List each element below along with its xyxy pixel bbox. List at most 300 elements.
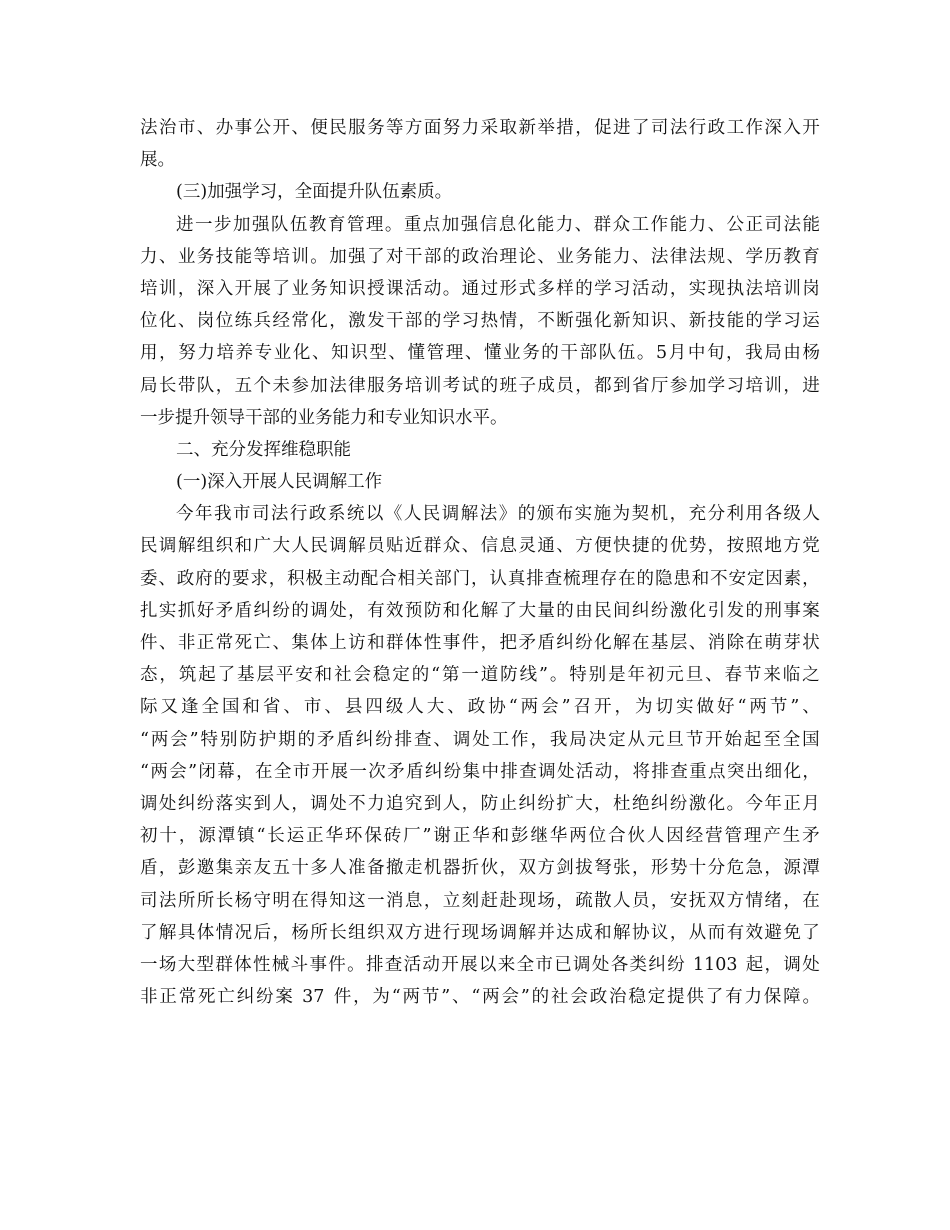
glyph: 展 bbox=[330, 761, 349, 782]
glyph: 纷 bbox=[443, 761, 462, 782]
glyph: 和 bbox=[367, 633, 385, 653]
glyph: ， bbox=[707, 536, 726, 557]
paragraph-line bbox=[140, 949, 820, 981]
glyph: 习 bbox=[259, 182, 278, 203]
glyph: 华 bbox=[325, 826, 344, 847]
glyph: 赴 bbox=[499, 890, 518, 911]
glyph: 服 bbox=[367, 375, 385, 396]
glyph: 和 bbox=[367, 407, 385, 428]
glyph: 不 bbox=[537, 311, 555, 332]
glyph: 把 bbox=[499, 633, 518, 653]
glyph: 华 bbox=[549, 826, 568, 847]
glyph: 实 bbox=[234, 793, 253, 814]
glyph: 化 bbox=[783, 761, 802, 782]
glyph: 召 bbox=[573, 697, 592, 718]
glyph: 撤 bbox=[385, 858, 404, 879]
glyph: 器 bbox=[442, 858, 461, 879]
glyph: 成 bbox=[575, 922, 593, 943]
glyph: 一 bbox=[140, 954, 158, 975]
glyph: 政 bbox=[707, 118, 726, 138]
glyph: 理 bbox=[445, 343, 464, 364]
glyph: 纷 bbox=[537, 793, 555, 814]
glyph: ， bbox=[802, 761, 820, 782]
glyph: ” bbox=[790, 697, 800, 718]
glyph: 层 bbox=[669, 633, 688, 653]
glyph: 势 bbox=[688, 536, 707, 557]
glyph: 量 bbox=[537, 600, 555, 621]
paragraph-line bbox=[140, 498, 820, 530]
glyph: 扩 bbox=[556, 793, 574, 814]
glyph: ， bbox=[669, 278, 688, 299]
paragraph-line bbox=[140, 756, 820, 788]
glyph: 解 bbox=[348, 536, 366, 557]
glyph: 刻 bbox=[461, 890, 480, 911]
glyph: 一 bbox=[140, 407, 158, 428]
glyph: ， bbox=[272, 922, 290, 943]
paragraph-line bbox=[140, 724, 820, 756]
glyph: 两 bbox=[520, 697, 539, 718]
glyph: 现 bbox=[518, 890, 536, 911]
glyph: 个 bbox=[253, 375, 272, 396]
glyph: 死 bbox=[198, 987, 216, 1008]
glyph: 中 bbox=[481, 761, 500, 782]
glyph: 激 bbox=[669, 600, 688, 621]
glyph: 始 bbox=[724, 729, 742, 750]
glyph: ， bbox=[669, 504, 688, 525]
glyph: 识 bbox=[437, 407, 455, 428]
glyph: 防 bbox=[500, 665, 518, 686]
glyph: 人 bbox=[329, 858, 347, 879]
glyph: 得 bbox=[310, 890, 328, 911]
glyph: 解 bbox=[613, 633, 631, 653]
glyph: 社 bbox=[334, 665, 352, 686]
glyph: 37 bbox=[302, 987, 325, 1008]
glyph: 学 bbox=[707, 375, 726, 396]
glyph: 解 bbox=[158, 922, 177, 943]
glyph: 法 bbox=[688, 246, 707, 267]
glyph: 盾 bbox=[234, 600, 253, 621]
glyph: 究 bbox=[404, 793, 423, 814]
glyph: ， bbox=[499, 858, 518, 879]
glyph: 中 bbox=[687, 343, 706, 364]
paragraph-line bbox=[140, 112, 820, 144]
glyph: 。 bbox=[384, 214, 403, 235]
glyph: 子 bbox=[518, 375, 536, 396]
glyph: ( bbox=[176, 182, 183, 203]
glyph: 关 bbox=[415, 568, 434, 589]
glyph: 的 bbox=[650, 536, 669, 557]
glyph: 开 bbox=[311, 761, 330, 782]
glyph: 广 bbox=[253, 536, 272, 557]
glyph: 颁 bbox=[536, 504, 555, 525]
glyph: 强 bbox=[224, 182, 243, 203]
glyph: 安 bbox=[728, 568, 746, 589]
glyph: 。 bbox=[347, 954, 365, 975]
paragraph-line bbox=[140, 402, 820, 434]
glyph: 细 bbox=[764, 761, 783, 782]
glyph: 月 bbox=[668, 343, 687, 364]
glyph: 信 bbox=[479, 214, 498, 235]
glyph: 纠 bbox=[648, 954, 666, 975]
section-heading bbox=[140, 176, 820, 208]
glyph: 定 bbox=[647, 987, 666, 1008]
glyph: 开 bbox=[594, 697, 612, 718]
glyph: 业 bbox=[297, 407, 315, 428]
paragraph-line bbox=[140, 370, 820, 402]
glyph: 杨 bbox=[802, 343, 820, 364]
glyph: 真 bbox=[507, 568, 526, 589]
glyph: 素 bbox=[783, 568, 802, 589]
glyph: 体 bbox=[404, 633, 423, 653]
glyph: 做 bbox=[696, 697, 714, 718]
glyph: 育 bbox=[327, 214, 346, 235]
glyph: 化 bbox=[594, 633, 612, 653]
glyph: 处 bbox=[329, 793, 347, 814]
glyph: 现 bbox=[707, 278, 726, 299]
glyph: 认 bbox=[489, 568, 507, 589]
glyph: ， bbox=[575, 375, 593, 396]
glyph: 起 bbox=[745, 954, 764, 975]
glyph: 业 bbox=[291, 278, 309, 299]
glyph: 一 bbox=[349, 761, 367, 782]
glyph: 业 bbox=[503, 343, 521, 364]
glyph: 纠 bbox=[236, 987, 255, 1008]
glyph: 教 bbox=[783, 246, 801, 267]
glyph: 法 bbox=[650, 246, 669, 267]
glyph: 。 bbox=[549, 665, 568, 686]
glyph: 发 bbox=[367, 311, 385, 332]
glyph: 到 bbox=[613, 375, 631, 396]
glyph: 调 bbox=[310, 793, 328, 814]
glyph: ， bbox=[159, 343, 177, 364]
glyph: 备 bbox=[367, 858, 385, 879]
glyph: 突 bbox=[726, 761, 745, 782]
glyph: 法 bbox=[270, 504, 289, 525]
glyph: 动 bbox=[423, 278, 442, 299]
glyph: 力 bbox=[744, 987, 762, 1008]
glyph: 件 bbox=[461, 633, 480, 653]
glyph: 状 bbox=[802, 633, 820, 653]
glyph: 人 bbox=[291, 536, 309, 557]
glyph: 达 bbox=[556, 922, 574, 943]
glyph: 伍 bbox=[289, 214, 308, 235]
glyph: 地 bbox=[764, 536, 782, 557]
glyph: 年 bbox=[194, 504, 213, 525]
glyph: 赶 bbox=[480, 890, 499, 911]
glyph: 和 bbox=[242, 697, 260, 718]
glyph: 所 bbox=[177, 890, 196, 911]
glyph: 、 bbox=[291, 118, 309, 138]
glyph: 潭 bbox=[217, 826, 236, 847]
glyph: 营 bbox=[705, 826, 723, 847]
glyph: 十 bbox=[159, 826, 177, 847]
glyph: 伙 bbox=[627, 826, 645, 847]
glyph: 公 bbox=[726, 214, 745, 235]
glyph: 开 bbox=[272, 118, 290, 138]
glyph: 起 bbox=[198, 665, 216, 686]
glyph: 纠 bbox=[518, 793, 536, 814]
glyph: 合 bbox=[379, 568, 397, 589]
glyph: 、 bbox=[158, 633, 177, 653]
glyph: 点 bbox=[422, 214, 441, 235]
glyph: 免 bbox=[783, 922, 801, 943]
glyph: 按 bbox=[726, 536, 745, 557]
glyph: 课 bbox=[385, 278, 404, 299]
glyph: 展 bbox=[253, 278, 272, 299]
glyph: ， bbox=[461, 793, 480, 814]
glyph: 萌 bbox=[764, 633, 782, 653]
glyph: 现 bbox=[461, 922, 480, 943]
glyph: 场 bbox=[480, 922, 499, 943]
glyph: 步 bbox=[157, 407, 175, 428]
glyph: 带 bbox=[177, 375, 196, 396]
glyph: ， bbox=[518, 311, 536, 332]
glyph: 发 bbox=[246, 439, 264, 460]
glyph: 业 bbox=[556, 246, 574, 267]
glyph: 定 bbox=[392, 665, 410, 686]
glyph: 障 bbox=[783, 987, 801, 1008]
glyph: 长 bbox=[329, 922, 347, 943]
glyph: 化 bbox=[517, 214, 536, 235]
glyph: 经 bbox=[272, 311, 290, 332]
glyph: 案 bbox=[802, 600, 820, 621]
glyph: 法 bbox=[669, 118, 688, 138]
glyph: ” bbox=[189, 729, 199, 750]
glyph: 、 bbox=[452, 987, 470, 1008]
glyph: 充 bbox=[211, 439, 229, 460]
glyph: 1103 bbox=[692, 954, 738, 975]
glyph: 情 bbox=[499, 311, 518, 332]
glyph: 训 bbox=[764, 375, 782, 396]
glyph: 全 bbox=[201, 697, 219, 718]
glyph: 新 bbox=[518, 118, 536, 138]
paragraph-line bbox=[140, 917, 820, 949]
glyph: 从 bbox=[688, 922, 707, 943]
glyph: 热 bbox=[480, 311, 499, 332]
glyph: 形 bbox=[499, 278, 518, 299]
glyph: 抚 bbox=[688, 890, 707, 911]
glyph: 位 bbox=[215, 311, 234, 332]
glyph: 。 bbox=[490, 407, 508, 428]
glyph: 升 bbox=[347, 182, 365, 203]
glyph: 隐 bbox=[654, 568, 673, 589]
glyph: ， bbox=[650, 890, 669, 911]
glyph: 集 bbox=[215, 858, 234, 879]
glyph: 会 bbox=[170, 729, 188, 750]
glyph: 业 bbox=[402, 407, 420, 428]
glyph: 用 bbox=[140, 343, 158, 364]
glyph: 体 bbox=[310, 633, 328, 653]
glyph: 习 bbox=[613, 278, 631, 299]
glyph: ， bbox=[631, 858, 650, 879]
glyph: 捷 bbox=[631, 536, 650, 557]
glyph: 双 bbox=[385, 922, 404, 943]
glyph: 排 bbox=[500, 761, 518, 782]
glyph: 职 bbox=[316, 439, 334, 460]
glyph: ， bbox=[348, 600, 366, 621]
glyph: 、 bbox=[196, 118, 215, 138]
glyph: 民 bbox=[594, 600, 612, 621]
glyph: 入 bbox=[215, 278, 234, 299]
glyph: 论 bbox=[518, 246, 536, 267]
glyph: 事 bbox=[309, 954, 327, 975]
glyph: 大 bbox=[177, 954, 196, 975]
glyph: 和 bbox=[691, 568, 710, 589]
glyph: 能 bbox=[594, 246, 612, 267]
glyph: 事 bbox=[234, 118, 253, 138]
glyph: 查 bbox=[544, 568, 563, 589]
glyph: ， bbox=[556, 890, 574, 911]
glyph: 群 bbox=[423, 536, 442, 557]
glyph: 全 bbox=[273, 761, 292, 782]
glyph: 面 bbox=[423, 118, 442, 138]
glyph: ” bbox=[538, 665, 548, 686]
paragraph-line bbox=[140, 852, 820, 884]
glyph: 两 bbox=[402, 987, 421, 1008]
glyph: 政 bbox=[467, 697, 486, 718]
glyph: 维 bbox=[281, 439, 299, 460]
glyph: 预 bbox=[404, 600, 423, 621]
glyph: 两 bbox=[569, 826, 587, 847]
glyph: 出 bbox=[745, 761, 764, 782]
glyph: 盾 bbox=[537, 633, 555, 653]
glyph: 利 bbox=[726, 504, 745, 525]
glyph: 、 bbox=[283, 697, 301, 718]
glyph: ， bbox=[277, 182, 295, 203]
glyph: 纷 bbox=[575, 633, 593, 653]
glyph: 门 bbox=[452, 568, 471, 589]
glyph: 情 bbox=[215, 922, 234, 943]
glyph: 民 bbox=[310, 536, 328, 557]
glyph: 培 bbox=[140, 278, 158, 299]
glyph: 水 bbox=[455, 407, 473, 428]
paragraph-line bbox=[140, 885, 820, 917]
glyph: 理 bbox=[743, 826, 762, 847]
glyph: 并 bbox=[537, 922, 555, 943]
glyph: 部 bbox=[262, 407, 280, 428]
glyph: 安 bbox=[669, 890, 688, 911]
glyph: 长 bbox=[267, 826, 285, 847]
glyph: 政 bbox=[461, 246, 480, 267]
glyph: 教 bbox=[308, 214, 327, 235]
glyph: 和 bbox=[594, 922, 612, 943]
glyph: 协 bbox=[631, 922, 650, 943]
glyph: 分 bbox=[228, 439, 246, 460]
glyph: 省 bbox=[631, 375, 650, 396]
glyph: 平 bbox=[275, 665, 294, 686]
glyph: 幕 bbox=[217, 761, 235, 782]
glyph: 群 bbox=[385, 633, 404, 653]
glyph: 潭 bbox=[802, 858, 820, 879]
paragraph-line bbox=[140, 595, 820, 627]
glyph: 到 bbox=[423, 793, 442, 814]
glyph: 件 bbox=[140, 633, 158, 653]
glyph: 所 bbox=[310, 922, 328, 943]
glyph: 理 bbox=[499, 246, 518, 267]
glyph: 纠 bbox=[631, 600, 650, 621]
glyph: 学 bbox=[442, 311, 461, 332]
glyph: 闭 bbox=[198, 761, 216, 782]
glyph: 队 bbox=[196, 375, 215, 396]
glyph: 务 bbox=[575, 246, 593, 267]
glyph: 执 bbox=[726, 278, 745, 299]
glyph: 的 bbox=[213, 568, 232, 589]
glyph: 知 bbox=[631, 311, 650, 332]
glyph: 际 bbox=[140, 697, 158, 718]
glyph: 至 bbox=[763, 729, 781, 750]
glyph: ， bbox=[178, 826, 197, 847]
glyph: 解 bbox=[177, 536, 196, 557]
glyph: 散 bbox=[594, 890, 612, 911]
glyph: 明 bbox=[272, 890, 290, 911]
glyph: 》 bbox=[498, 504, 517, 525]
glyph: 形 bbox=[650, 858, 669, 879]
glyph: 件 bbox=[333, 987, 352, 1008]
glyph: 促 bbox=[594, 118, 612, 138]
glyph: 分 bbox=[707, 858, 726, 879]
glyph: 、 bbox=[802, 697, 820, 718]
glyph: 长 bbox=[158, 375, 177, 396]
glyph: 为 bbox=[635, 697, 653, 718]
glyph: 民 bbox=[422, 504, 441, 525]
glyph: 集 bbox=[462, 761, 481, 782]
glyph: 在 bbox=[618, 568, 636, 589]
glyph: 系 bbox=[327, 504, 346, 525]
glyph: 追 bbox=[385, 793, 404, 814]
glyph: 、 bbox=[688, 633, 707, 653]
glyph: 起 bbox=[743, 729, 762, 750]
glyph: 位 bbox=[588, 826, 607, 847]
glyph: “ bbox=[256, 826, 266, 847]
glyph: 施 bbox=[593, 504, 612, 525]
glyph: 特 bbox=[569, 665, 587, 686]
glyph: 的 bbox=[531, 987, 550, 1008]
glyph: 。 bbox=[310, 246, 328, 267]
glyph: 力 bbox=[350, 407, 368, 428]
glyph: 。 bbox=[726, 793, 745, 814]
glyph: 正 bbox=[783, 793, 801, 814]
glyph: 场 bbox=[537, 890, 555, 911]
glyph: 华 bbox=[472, 826, 490, 847]
glyph: ， bbox=[802, 568, 820, 589]
glyph: 类 bbox=[629, 954, 648, 975]
glyph: 死 bbox=[234, 633, 253, 653]
glyph: 访 bbox=[348, 633, 366, 653]
glyph: 方 bbox=[726, 890, 745, 911]
glyph: 、 bbox=[193, 439, 211, 460]
glyph: 平 bbox=[472, 407, 490, 428]
glyph: 断 bbox=[556, 311, 574, 332]
glyph: 化 bbox=[310, 311, 328, 332]
glyph: 排 bbox=[651, 761, 669, 782]
glyph: 处 bbox=[591, 954, 610, 975]
glyph: 全 bbox=[516, 954, 535, 975]
glyph: 一 bbox=[194, 214, 213, 235]
glyph: 安 bbox=[295, 665, 313, 686]
glyph: 参 bbox=[669, 375, 688, 396]
glyph: “ bbox=[391, 987, 401, 1008]
glyph: 的 bbox=[556, 600, 574, 621]
glyph: 消 bbox=[385, 890, 404, 911]
glyph: 力 bbox=[461, 118, 480, 138]
glyph: 定 bbox=[746, 568, 765, 589]
glyph: 、 bbox=[433, 729, 451, 750]
glyph: 重 bbox=[689, 761, 707, 782]
glyph: 盾 bbox=[336, 729, 354, 750]
glyph: 张 bbox=[613, 858, 631, 879]
glyph: 的 bbox=[442, 246, 461, 267]
glyph: 式 bbox=[518, 278, 536, 299]
